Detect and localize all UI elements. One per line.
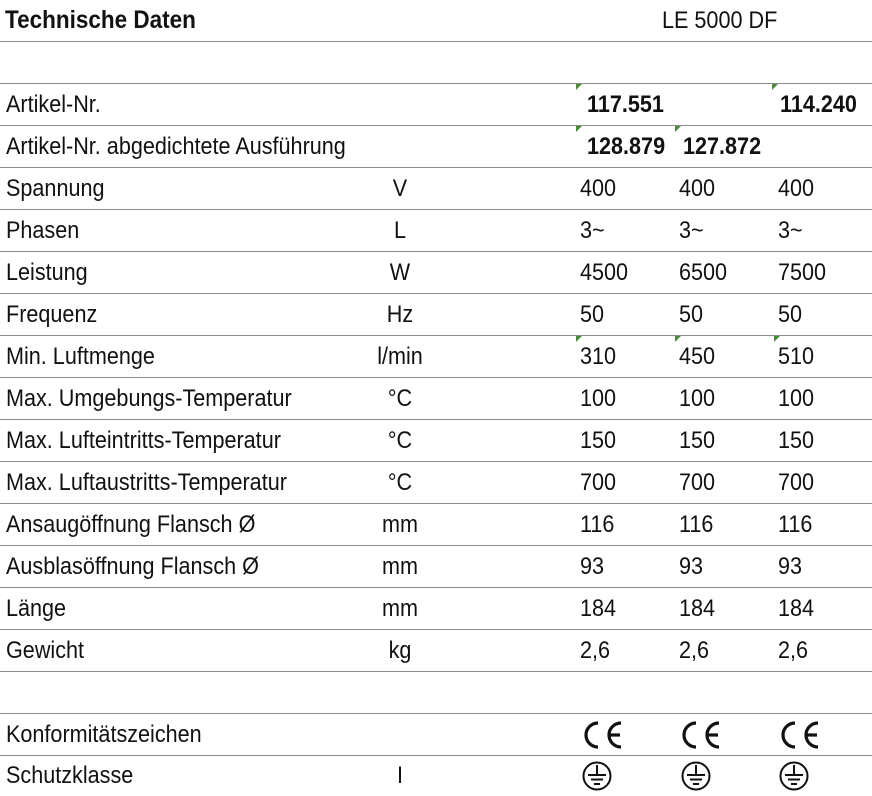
value-col-1: 310 (580, 342, 617, 370)
row-unit: °C (387, 426, 413, 454)
row-label: Phasen (6, 216, 80, 244)
value-col-3: 700 (778, 468, 815, 496)
value-col-1: 116 (580, 510, 615, 538)
protective-earth-icon (680, 756, 712, 796)
row-label: Artikel-Nr. abgedichtete Ausführung (6, 132, 346, 160)
value-col-1: 2,6 (580, 636, 611, 664)
value-col-1: 117.551 (587, 90, 664, 118)
value-col-2: 2,6 (679, 636, 710, 664)
marker-triangle (576, 126, 582, 132)
table-row-voltage (0, 168, 872, 210)
row-unit: kg (388, 636, 412, 664)
value-col-2: 150 (679, 426, 716, 454)
protective-earth-icon (778, 756, 810, 796)
row-unit: l/min (377, 342, 423, 370)
value-col-3: 150 (778, 426, 815, 454)
header-row (0, 0, 872, 42)
table-row-max-ambient-temp (0, 378, 872, 420)
protective-earth-icon (581, 756, 613, 796)
row-label: Max. Umgebungs-Temperatur (6, 384, 292, 412)
value-col-1: 93 (580, 552, 605, 580)
table-row-max-outlet-temp (0, 462, 872, 504)
value-col-3: 400 (778, 174, 815, 202)
table-row-article-no (0, 84, 872, 126)
row-label: Konformitätszeichen (6, 720, 202, 748)
value-col-3: 510 (778, 342, 815, 370)
value-col-1: 128.879 (587, 132, 666, 160)
model-name: LE 5000 DF (662, 6, 778, 34)
row-label: Gewicht (6, 636, 85, 664)
table-row-length (0, 588, 872, 630)
value-col-2: 100 (679, 384, 716, 412)
table-row-conformity (0, 714, 872, 756)
row-unit: mm (382, 552, 418, 580)
row-label: Ausblasöffnung Flansch Ø (6, 552, 259, 580)
value-col-1: 184 (580, 594, 617, 622)
value-col-2: 3~ (679, 216, 704, 244)
value-col-3: 100 (778, 384, 815, 412)
row-label: Min. Luftmenge (6, 342, 155, 370)
table-row-max-inlet-temp (0, 420, 872, 462)
table-row-protection-class (0, 756, 872, 796)
table-row-outlet-flange (0, 546, 872, 588)
row-unit: I (396, 762, 403, 789)
row-label: Länge (6, 594, 67, 622)
table-row-weight (0, 630, 872, 672)
value-col-1: 700 (580, 468, 617, 496)
row-label: Max. Luftaustritts-Temperatur (6, 468, 287, 496)
marker-triangle (675, 126, 681, 132)
value-col-1: 100 (580, 384, 617, 412)
row-label: Schutzklasse (6, 762, 134, 789)
value-col-2: 400 (679, 174, 716, 202)
marker-triangle (772, 84, 778, 90)
page-title: Technische Daten (5, 6, 196, 34)
value-col-2: 450 (679, 342, 716, 370)
value-col-3: 114.240 (780, 90, 857, 118)
row-label: Frequenz (6, 300, 98, 328)
value-col-2: 116 (679, 510, 714, 538)
table-row-frequency (0, 294, 872, 336)
value-col-2: 127.872 (683, 132, 762, 160)
row-unit: °C (387, 468, 413, 496)
row-label: Ansaugöffnung Flansch Ø (6, 510, 256, 538)
value-col-1: 3~ (580, 216, 605, 244)
row-unit: °C (387, 384, 413, 412)
value-col-2: 184 (679, 594, 716, 622)
row-unit: mm (382, 594, 418, 622)
table-row-phases (0, 210, 872, 252)
value-col-3: 2,6 (778, 636, 809, 664)
value-col-3: 7500 (778, 258, 827, 286)
value-col-2: 93 (679, 552, 704, 580)
table-row-min-airflow (0, 336, 872, 378)
spacer-row (0, 672, 872, 714)
value-col-3: 50 (778, 300, 803, 328)
value-col-1: 400 (580, 174, 617, 202)
row-label: Leistung (6, 258, 88, 286)
value-col-1: 150 (580, 426, 617, 454)
value-col-3: 93 (778, 552, 803, 580)
row-unit: V (392, 174, 408, 202)
value-col-3: 116 (778, 510, 813, 538)
row-unit: Hz (386, 300, 414, 328)
ce-mark-icon (776, 714, 822, 755)
marker-triangle (576, 84, 582, 90)
value-col-3: 3~ (778, 216, 803, 244)
table-row-inlet-flange (0, 504, 872, 546)
row-label: Spannung (6, 174, 105, 202)
table-row-sealed-article-no (0, 126, 872, 168)
row-unit: W (389, 258, 411, 286)
value-col-3: 184 (778, 594, 815, 622)
row-label: Artikel-Nr. (6, 90, 101, 118)
row-unit: L (393, 216, 407, 244)
ce-mark-icon (677, 714, 723, 755)
value-col-1: 50 (580, 300, 605, 328)
value-col-1: 4500 (580, 258, 629, 286)
row-unit: mm (382, 510, 418, 538)
value-col-2: 700 (679, 468, 716, 496)
ce-mark-icon (579, 714, 625, 755)
value-col-2: 50 (679, 300, 704, 328)
value-col-2: 6500 (679, 258, 728, 286)
row-label: Max. Lufteintritts-Temperatur (6, 426, 281, 454)
spacer-row (0, 42, 872, 84)
table-row-power (0, 252, 872, 294)
